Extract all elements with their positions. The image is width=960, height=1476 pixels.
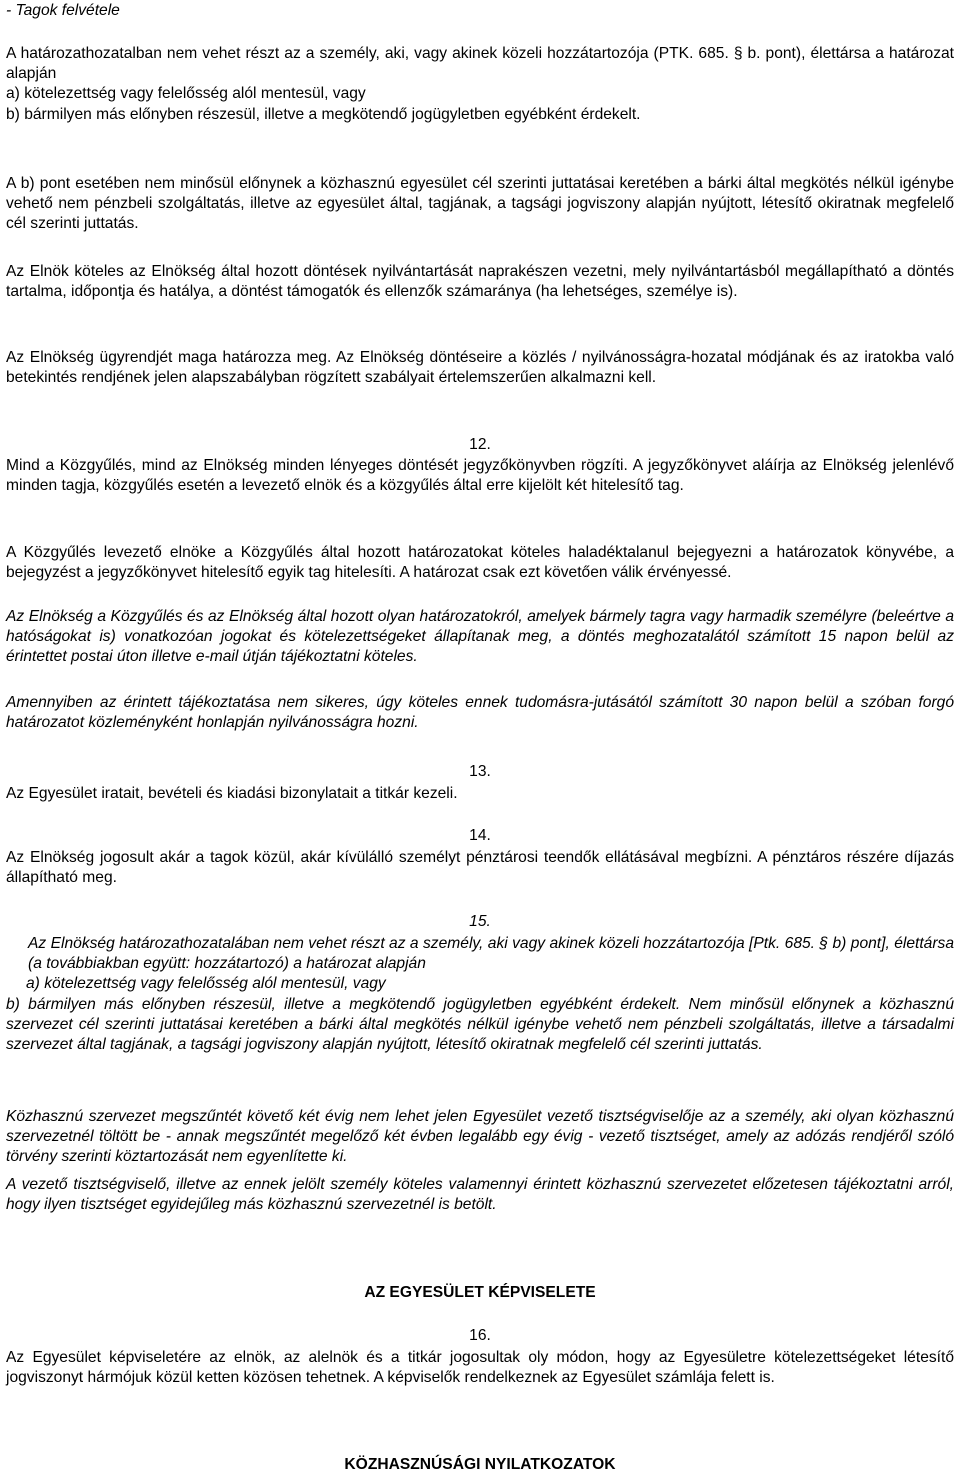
paragraph-resolutions-book: A Közgyűlés levezető elnöke a Közgyűlés által hozott határozatokat köteles haladéktalanul bejegyezni a határozatok könyvébe, a bejegyzést a jegyzőkönyvet hitelesítő egyik tag hitelesíti. A határozat csak ezt követően válik érvényessé. <box>6 544 954 582</box>
paragraph-minutes: Mind a Közgyűlés, mind az Elnökség minden lényeges döntését jegyzőkönyvben rögzíti. A jegyzőkönyvet aláírja az Elnökség jelenlévő minden tagja, közgyűlés esetén a levezető elnök és a közgyűlés által erre kijelölt két hitelesítő tag. <box>6 457 954 495</box>
paragraph-conflict-of-interest <box>6 934 954 1055</box>
paragraph-representation: Az Egyesület képviseletére az elnök, az alelnök és a titkár jogosultak oly módon, hogy az Egyesületre kötelezettségeket létesítő jogviszonyt hármójuk közül ketten közösen tehetnek. A képviselők rendelkeznek az Egyesület számlája felett is. <box>6 1349 954 1387</box>
section-heading: - Tagok felvétele <box>6 2 120 19</box>
list-item-a: a) kötelezettség vagy felelősség alól mentesül, vagy <box>6 85 366 103</box>
paragraph-membership <box>6 44 954 125</box>
paragraph-president-records: Az Elnök köteles az Elnökség által hozott döntések nyilvántartását naprakészen vezetni, mely nyilvántartásból megállapítható a döntés tartalma, időpontja és hatálya, a döntést támogatók és ellenzők számaránya (ha lehetséges, személye is). <box>6 263 954 301</box>
paragraph-board-rules: Az Elnökség ügyrendjét maga határozza meg. Az Elnökség döntéseire a közlés / nyilvánosságra-hozatal módjának és az iratokba való betekintés rendjének jelen alapszabályban rögzített szabályait értelemszerűen alkalmazni kell. <box>6 349 954 387</box>
section-number-13: 13. <box>469 763 491 780</box>
section-title-public-benefit: KÖZHASZNÚSÁGI NYILATKOZATOK <box>344 1456 616 1473</box>
paragraph-secretary: Az Egyesület iratait, bevételi és kiadási bizonylatait a titkár kezeli. <box>6 785 458 802</box>
section-number-16: 16. <box>469 1327 491 1344</box>
paragraph-treasurer: Az Elnökség jogosult akár a tagok közül, akár kívülálló személyt pénztárosi teendők ellátásával megbízni. A pénztáros részére díjazás állapítható meg. <box>6 849 954 887</box>
section-number-12: 12. <box>469 436 491 453</box>
paragraph-publication: Amennyiben az érintett tájékoztatása nem sikeres, úgy köteles ennek tudomásra-jutásától számított 30 napon belül a szóban forgó határozatot közleményként honlapján nyilvánosságra hozni. <box>6 694 954 732</box>
paragraph-text: Az Elnökség határozathozatalában nem vehet részt az a személy, aki vagy akinek közeli hozzátartozója [Ptk. 685. § b) pont], élettársa (a továbbiakban együtt: hozzátartozó) a határozat alapján <box>28 935 954 973</box>
list-item-b: b) bármilyen más előnyben részesül, illetve a megkötendő jogügyletben egyébként érdekelt. <box>6 105 641 123</box>
paragraph-officer-eligibility: Közhasznú szervezet megszűntét követő két évig nem lehet jelen Egyesület vezető tisztségviselője az a személy, aki olyan közhasznú szervezetnél töltött be - annak megszűntét megelőző két évben legalább egy évig - vezető tisztséget, amely az adózás rendjéről szóló törvény szerinti köztartozását nem egyenlítette ki. <box>6 1108 954 1166</box>
list-item-b: b) bármilyen más előnyben részesül, illetve a megkötendő jogügyletben egyébként érdekelt. Nem minősül előnynek a közhasznú szervezet cél szerinti juttatásai keretében a bárki által megkötés nélkül igénybe vehető nem pénzbeli szolgáltatás, illetve a társadalmi szervezet által tagjának, a tagsági jogviszony alapján nyújtott, létesítő okiratnak megfelelő cél szerinti juttatás. <box>6 995 954 1054</box>
section-number-15: 15. <box>469 913 491 930</box>
section-title-representation: AZ EGYESÜLET KÉPVISELETE <box>364 1284 596 1301</box>
list-item-a: a) kötelezettség vagy felelősség alól mentesül, vagy <box>26 975 386 993</box>
paragraph-text: A határozathozatalban nem vehet részt az a személy, aki, vagy akinek közeli hozzátartozója (PTK. 685. § b. pont), élettársa a határozat alapján <box>6 45 954 83</box>
paragraph-officer-notice: A vezető tisztségviselő, illetve az ennek jelölt személy köteles valamennyi érintett közhasznú szervezetet előzetesen tájékoztatni arról, hogy ilyen tisztséget egyidejűleg más közhasznú szervezetnél is betölt. <box>6 1176 954 1214</box>
paragraph-notification: Az Elnökség a Közgyűlés és az Elnökség által hozott olyan határozatokról, amelyek bármely tagra vagy harmadik személyre (beleértve a hatóságokat is) vonatkozóan jogokat és kötelezettségeket állapítanak meg, a döntés meghozatalától számított 15 napon belül az érintettet postai úton illetve e-mail útján tájékoztatni köteles. <box>6 608 954 666</box>
section-number-14: 14. <box>469 827 491 844</box>
paragraph-benefit: A b) pont esetében nem minősül előnynek a közhasznú egyesület cél szerinti juttatásai keretében a bárki által megkötés nélkül igénybe vehető nem pénzbeli szolgáltatás, illetve az egyesület által, tagjának, a tagsági jogviszony alapján nyújtott, létesítő okiratnak megfelelő cél szerinti juttatás. <box>6 175 954 233</box>
